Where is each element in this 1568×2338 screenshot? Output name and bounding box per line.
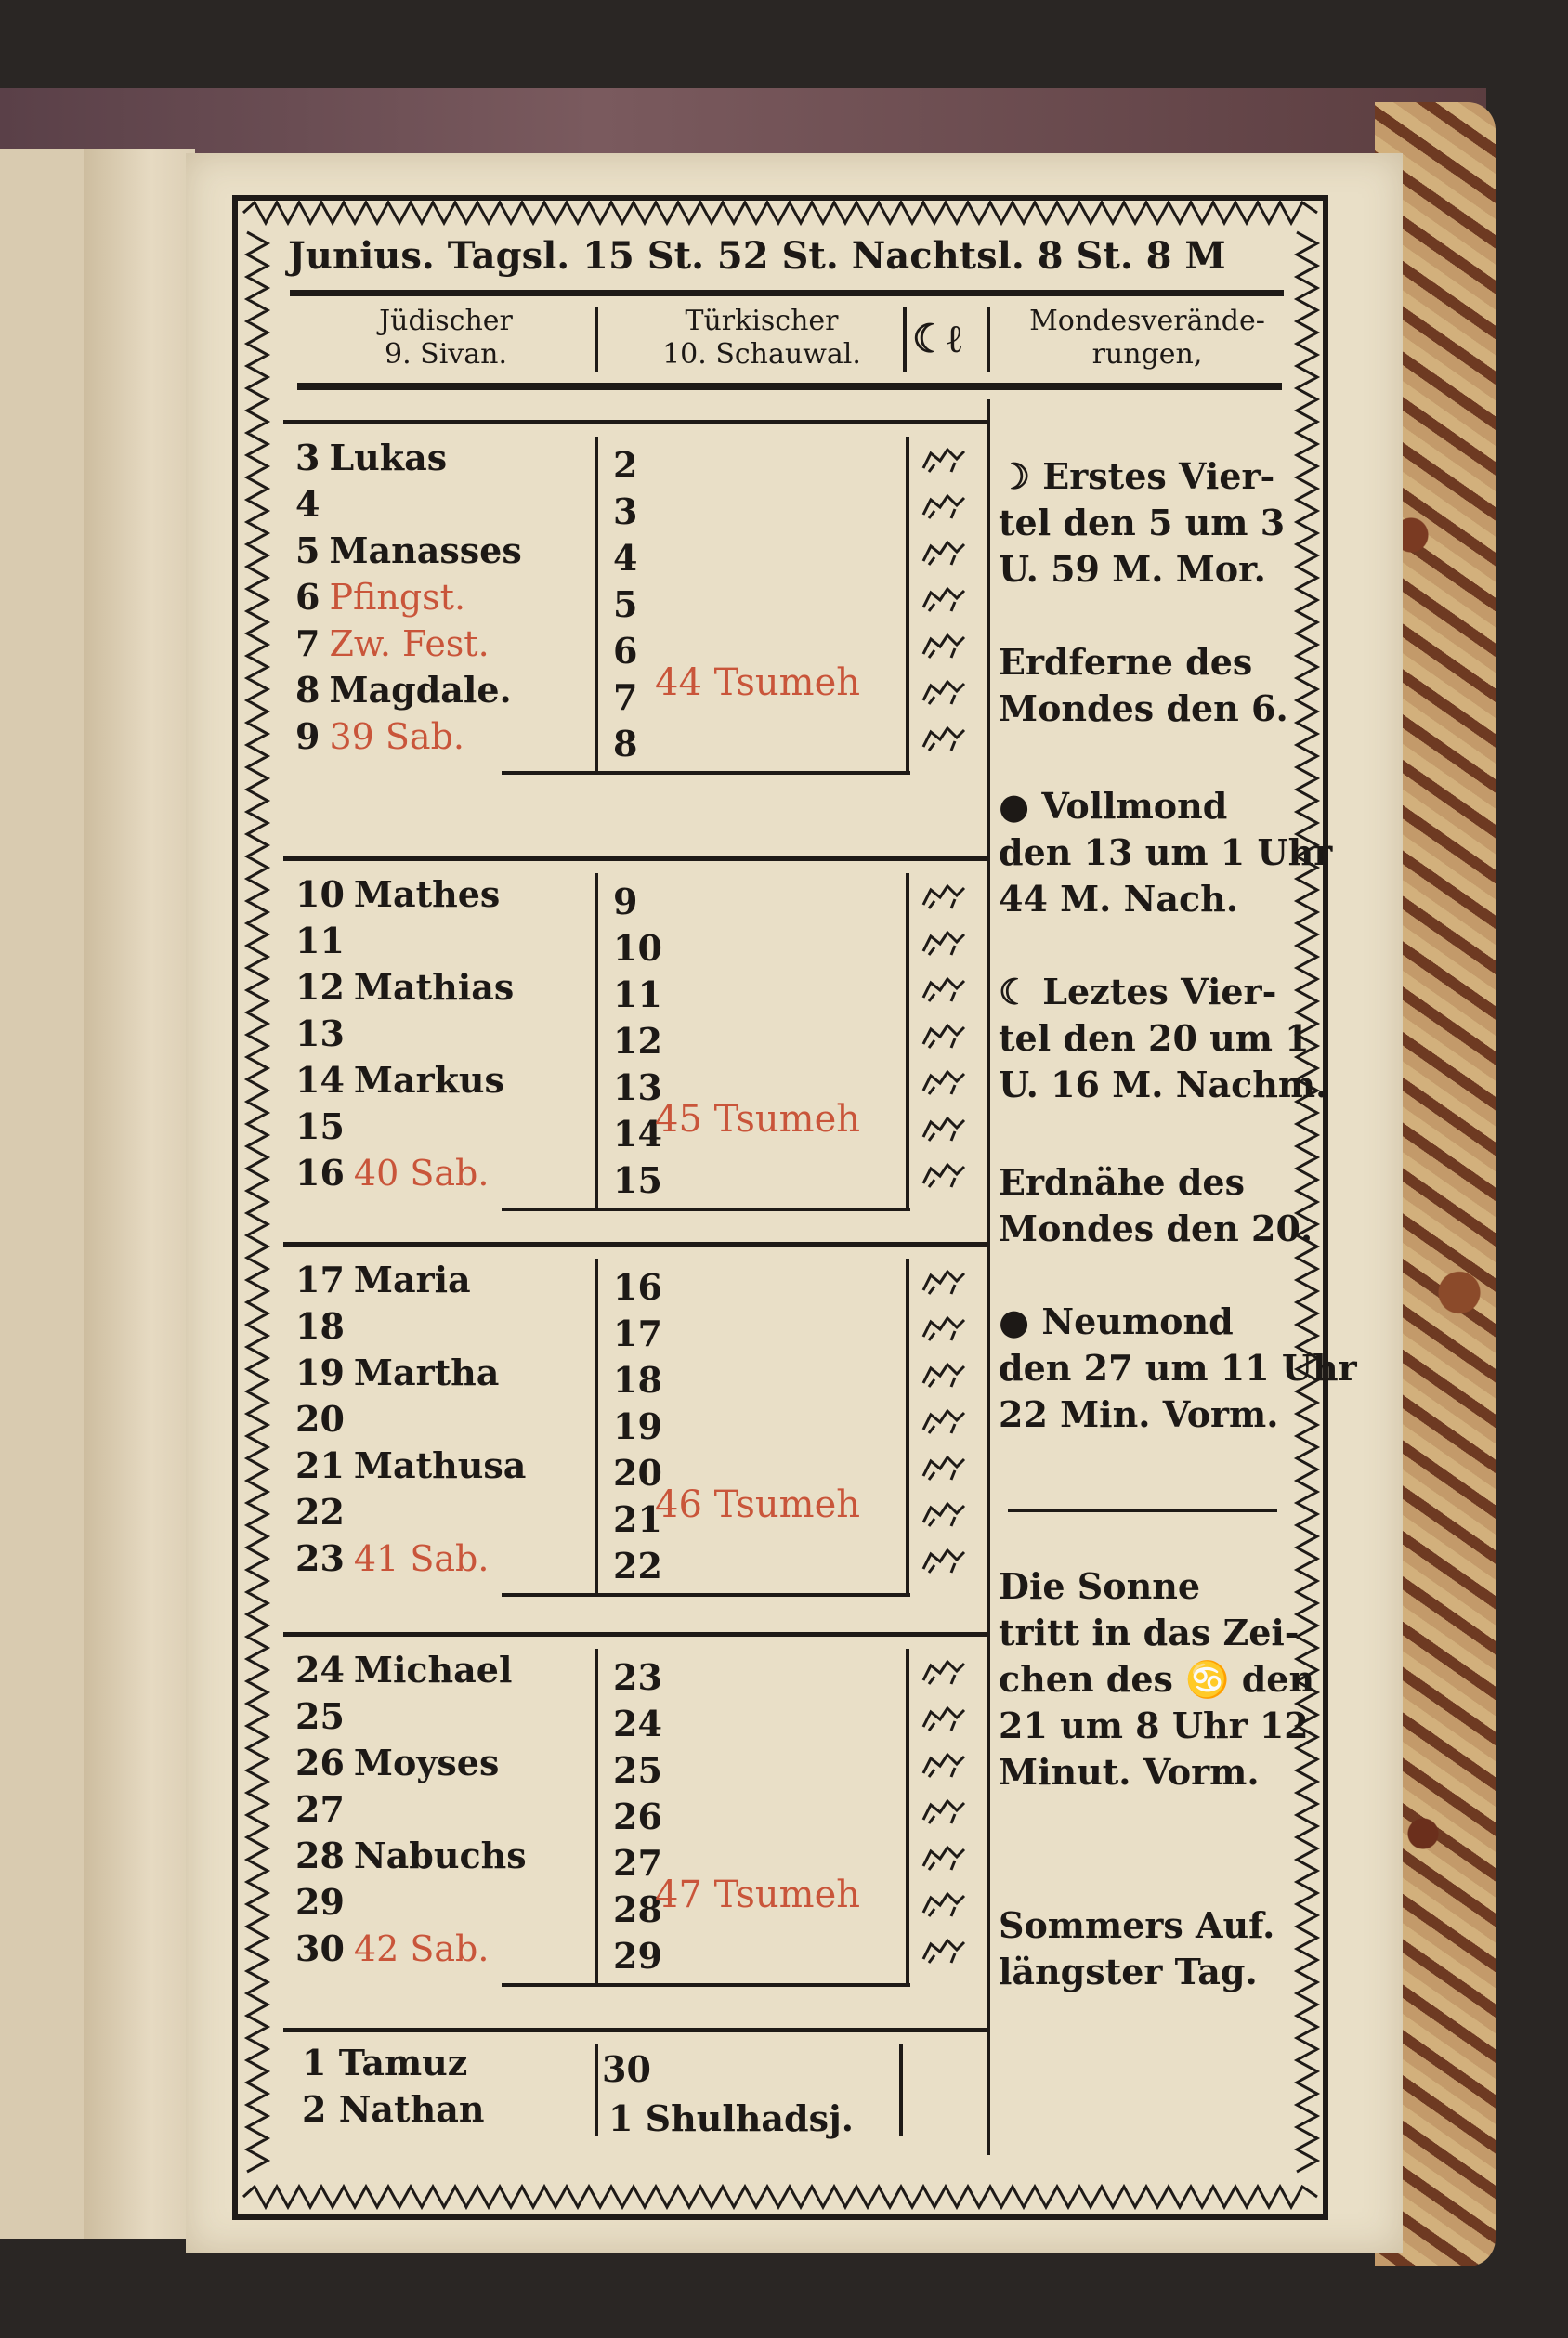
day-row bbox=[295, 873, 500, 915]
footer-day-2 bbox=[302, 2088, 484, 2130]
saint-name: Maria bbox=[353, 1259, 471, 1300]
moon-note-line: Mondes den 6. bbox=[999, 687, 1288, 729]
turkish-day: 23 bbox=[613, 1656, 662, 1698]
day-row bbox=[295, 1881, 354, 1923]
day-row bbox=[295, 1742, 499, 1783]
day-row bbox=[295, 1537, 489, 1579]
notes-separator bbox=[1008, 1509, 1277, 1512]
day-row bbox=[295, 483, 329, 525]
moon-note-line: ☾ Leztes Vier- bbox=[999, 971, 1277, 1012]
header-divider bbox=[595, 307, 598, 372]
turkish-day: 10 bbox=[613, 927, 662, 969]
day-number: 19 bbox=[295, 1352, 345, 1393]
week-bottom-rule bbox=[502, 771, 910, 775]
footer-divider bbox=[595, 2044, 598, 2136]
day-number: 14 bbox=[295, 1059, 345, 1101]
day-row bbox=[295, 920, 354, 961]
saint-name: Mathias bbox=[353, 966, 515, 1008]
jewish-col-header bbox=[307, 305, 585, 372]
moon-note-line: Minut. Vorm. bbox=[999, 1751, 1260, 1793]
zodiac-symbol-icon bbox=[920, 1935, 968, 1966]
turkish-day: 8 bbox=[613, 723, 638, 764]
day-number: 30 bbox=[295, 1927, 345, 1969]
header-rule-bottom bbox=[297, 383, 1282, 390]
day-row bbox=[295, 1012, 354, 1054]
feast-label: 41 Sab. bbox=[353, 1538, 490, 1579]
day-row bbox=[295, 1649, 512, 1691]
saint-name: Mathes bbox=[353, 873, 501, 915]
zodiac-symbol-icon bbox=[920, 973, 968, 1005]
turkish-day: 26 bbox=[613, 1796, 662, 1837]
moon-note-line: Die Sonne bbox=[999, 1565, 1201, 1607]
day-number: 29 bbox=[295, 1881, 345, 1923]
turkish-col-label: Türkischer bbox=[685, 305, 839, 337]
moon-note-line: Sommers Auf. bbox=[999, 1904, 1275, 1946]
day-number: 21 bbox=[295, 1444, 345, 1486]
turkish-day: 7 bbox=[613, 676, 638, 718]
week-divider bbox=[906, 873, 909, 1208]
week-rule bbox=[283, 1632, 989, 1637]
moon-note-line: tel den 20 um 1 bbox=[999, 1017, 1310, 1059]
zodiac-symbol-icon bbox=[920, 1159, 968, 1191]
saint-name: Mathusa bbox=[353, 1444, 527, 1486]
zodiac-symbol-icon bbox=[920, 881, 968, 912]
saint-name: Magdale. bbox=[329, 669, 512, 711]
week-bottom-rule bbox=[502, 1208, 910, 1211]
turkish-month-label: 10. Schauwal. bbox=[662, 338, 861, 371]
book-gutter bbox=[84, 149, 195, 2239]
zodiac-symbol-icon bbox=[920, 1452, 968, 1483]
day-row bbox=[295, 669, 512, 711]
turkish-day: 2 bbox=[613, 444, 638, 486]
bottom-ornament bbox=[243, 2183, 1317, 2211]
zodiac-symbol-icon bbox=[920, 1545, 968, 1576]
turkish-day: 9 bbox=[613, 881, 638, 922]
day-row bbox=[295, 1927, 489, 1969]
week-divider bbox=[595, 873, 598, 1208]
week-rule bbox=[283, 1242, 989, 1247]
zodiac-symbol-icon bbox=[920, 1266, 968, 1298]
zodiac-symbol-icon bbox=[920, 537, 968, 568]
footer-day-number: 2 bbox=[302, 2088, 327, 2130]
turkish-day: 5 bbox=[613, 583, 638, 625]
turkish-day: 28 bbox=[613, 1888, 662, 1930]
feast-label: 40 Sab. bbox=[353, 1153, 490, 1194]
week-rule bbox=[283, 856, 989, 861]
turkish-day: 27 bbox=[613, 1842, 662, 1884]
jewish-col-label: Jüdischer bbox=[379, 305, 513, 337]
zodiac-symbol-icon bbox=[920, 1749, 968, 1781]
day-number: 22 bbox=[295, 1491, 345, 1533]
tsumeh-label: 46 Tsumeh bbox=[655, 1483, 861, 1526]
turkish-day: 29 bbox=[613, 1935, 662, 1977]
moon-note-line: den 13 um 1 Uhr bbox=[999, 831, 1333, 873]
saint-name: Lukas bbox=[329, 437, 448, 478]
zodiac-symbol-icon bbox=[920, 1313, 968, 1344]
moon-note-line: chen des ♋ den bbox=[999, 1658, 1315, 1700]
turkish-day: 21 bbox=[613, 1498, 662, 1540]
zodiac-symbol-icon bbox=[920, 1405, 968, 1437]
week-bottom-rule bbox=[502, 1983, 910, 1987]
zodiac-symbol-icon bbox=[920, 1113, 968, 1144]
day-row bbox=[295, 1352, 499, 1393]
turkish-day: 24 bbox=[613, 1703, 662, 1744]
week-divider bbox=[595, 1649, 598, 1983]
day-number: 13 bbox=[295, 1012, 345, 1054]
footer-turkish-1: 30 bbox=[602, 2048, 651, 2090]
footer-turkish-2: 1 Shulhadsj. bbox=[608, 2097, 854, 2139]
week-rule bbox=[283, 420, 989, 424]
changes-col-label-1: Mondesverände- bbox=[1029, 305, 1265, 337]
tsumeh-label: 44 Tsumeh bbox=[655, 661, 861, 704]
moon-note-line: tel den 5 um 3 bbox=[999, 502, 1286, 543]
week-bottom-rule bbox=[502, 1593, 910, 1597]
zodiac-symbol-icon bbox=[920, 927, 968, 959]
header-rule bbox=[290, 290, 1284, 296]
footer-day-name: Tamuz bbox=[338, 2042, 468, 2083]
footer-day-name: Nathan bbox=[338, 2088, 485, 2130]
day-number: 5 bbox=[295, 529, 320, 571]
zodiac-symbol-icon bbox=[920, 1498, 968, 1530]
turkish-day: 12 bbox=[613, 1020, 662, 1062]
day-number: 15 bbox=[295, 1105, 345, 1147]
turkish-day: 17 bbox=[613, 1313, 662, 1354]
tsumeh-label: 45 Tsumeh bbox=[655, 1098, 861, 1141]
day-number: 28 bbox=[295, 1835, 345, 1876]
day-number: 20 bbox=[295, 1398, 345, 1440]
saint-name: Moyses bbox=[353, 1742, 500, 1783]
moon-note-line: ● Neumond bbox=[999, 1300, 1234, 1342]
week-divider bbox=[595, 437, 598, 771]
saint-name: Markus bbox=[353, 1059, 504, 1101]
turkish-day: 3 bbox=[613, 490, 638, 532]
day-row bbox=[295, 1152, 489, 1194]
zodiac-symbol-icon bbox=[920, 630, 968, 661]
day-number: 16 bbox=[295, 1152, 345, 1194]
turkish-col-header bbox=[613, 305, 910, 372]
feast-label: Zw. Fest. bbox=[329, 623, 490, 664]
zodiac-symbol-icon bbox=[920, 723, 968, 754]
footer-rule bbox=[283, 2028, 989, 2032]
moon-note-line: Erdnähe des bbox=[999, 1161, 1245, 1203]
turkish-day: 22 bbox=[613, 1545, 662, 1587]
day-row bbox=[295, 622, 490, 664]
notes-divider bbox=[987, 399, 990, 2155]
header-divider bbox=[987, 307, 990, 372]
zodiac-symbol-icon bbox=[920, 583, 968, 615]
feast-label: 42 Sab. bbox=[353, 1928, 490, 1969]
day-row bbox=[295, 1259, 471, 1300]
turkish-day: 11 bbox=[613, 973, 662, 1015]
saint-name: Michael bbox=[353, 1649, 513, 1691]
moon-note-line: den 27 um 11 Uhr bbox=[999, 1347, 1357, 1389]
day-row bbox=[295, 576, 465, 618]
right-ornament bbox=[1293, 232, 1321, 2174]
moon-note-line: 44 M. Nach. bbox=[999, 878, 1238, 920]
day-row bbox=[295, 1059, 504, 1101]
saint-name: Nabuchs bbox=[353, 1835, 527, 1876]
footer-divider bbox=[899, 2044, 903, 2136]
book-top-edge bbox=[0, 88, 1486, 163]
moon-note-line: längster Tag. bbox=[999, 1951, 1258, 1992]
zodiac-symbol-icon bbox=[920, 1888, 968, 1920]
feast-label: Pfingst. bbox=[329, 577, 466, 618]
day-row bbox=[295, 715, 464, 757]
turkish-day: 18 bbox=[613, 1359, 662, 1401]
day-row bbox=[295, 437, 447, 478]
turkish-day: 20 bbox=[613, 1452, 662, 1494]
page-title: Junius. Tagsl. 15 St. 52 St. Nachtsl. 8 St. 8 M bbox=[288, 234, 1226, 278]
zodiac-symbol-icon bbox=[920, 1796, 968, 1827]
moon-note-line: tritt in das Zei- bbox=[999, 1612, 1300, 1653]
turkish-day: 14 bbox=[613, 1113, 662, 1155]
header-divider bbox=[903, 307, 907, 372]
week-divider bbox=[906, 437, 909, 771]
saint-name: Martha bbox=[353, 1352, 500, 1393]
moon-note-line: Erdferne des bbox=[999, 641, 1253, 683]
turkish-day: 25 bbox=[613, 1749, 662, 1791]
moon-note-line: 22 Min. Vorm. bbox=[999, 1393, 1279, 1435]
turkish-day: 4 bbox=[613, 537, 638, 579]
day-number: 11 bbox=[295, 920, 345, 961]
zodiac-symbol-icon bbox=[920, 676, 968, 708]
feast-label: 39 Sab. bbox=[329, 716, 464, 757]
day-number: 26 bbox=[295, 1742, 345, 1783]
zodiac-symbol-icon bbox=[920, 1066, 968, 1098]
day-number: 18 bbox=[295, 1305, 345, 1347]
day-row bbox=[295, 1444, 526, 1486]
zodiac-symbol-icon bbox=[920, 1020, 968, 1051]
jewish-month-label: 9. Sivan. bbox=[385, 338, 507, 371]
day-row bbox=[295, 966, 514, 1008]
day-row bbox=[295, 1398, 354, 1440]
zodiac-symbol-icon bbox=[920, 1359, 968, 1391]
moon-note-line: 21 um 8 Uhr 12 bbox=[999, 1705, 1309, 1746]
day-row bbox=[295, 1788, 354, 1830]
changes-col-label-2: rungen, bbox=[1091, 338, 1203, 371]
changes-col-header bbox=[999, 305, 1296, 372]
zodiac-symbol-icon bbox=[920, 1656, 968, 1688]
week-divider bbox=[906, 1259, 909, 1593]
day-row bbox=[295, 529, 522, 571]
moon-note-line: ● Vollmond bbox=[999, 785, 1228, 827]
day-number: 12 bbox=[295, 966, 345, 1008]
left-page bbox=[0, 149, 93, 2239]
zodiac-symbol-icon bbox=[920, 1842, 968, 1874]
saint-name: Manasses bbox=[329, 529, 522, 571]
day-number: 3 bbox=[295, 437, 320, 478]
day-number: 6 bbox=[295, 576, 320, 618]
day-row bbox=[295, 1695, 354, 1737]
tsumeh-label: 47 Tsumeh bbox=[655, 1874, 861, 1916]
moon-note-line: ☽ Erstes Vier- bbox=[999, 455, 1275, 497]
turkish-day: 16 bbox=[613, 1266, 662, 1308]
day-row bbox=[295, 1105, 354, 1147]
zodiac-symbol-icon bbox=[920, 490, 968, 522]
day-row bbox=[295, 1305, 354, 1347]
turkish-day: 13 bbox=[613, 1066, 662, 1108]
moon-note-line: U. 59 M. Mor. bbox=[999, 548, 1266, 590]
day-number: 25 bbox=[295, 1695, 345, 1737]
day-number: 27 bbox=[295, 1788, 345, 1830]
turkish-day: 15 bbox=[613, 1159, 662, 1201]
zodiac-symbol-icon bbox=[920, 1703, 968, 1734]
day-number: 24 bbox=[295, 1649, 345, 1691]
moon-note-line: U. 16 M. Nachm. bbox=[999, 1064, 1328, 1105]
day-number: 4 bbox=[295, 483, 320, 525]
moon-note-line: Mondes den 20. bbox=[999, 1208, 1313, 1249]
day-row bbox=[295, 1835, 527, 1876]
left-ornament bbox=[243, 232, 271, 2174]
moon-col-header: ☾ℓ bbox=[912, 316, 962, 361]
week-divider bbox=[595, 1259, 598, 1593]
top-ornament bbox=[243, 199, 1317, 227]
day-number: 17 bbox=[295, 1259, 345, 1300]
day-row bbox=[295, 1491, 354, 1533]
turkish-day: 6 bbox=[613, 630, 638, 672]
zodiac-symbol-icon bbox=[920, 444, 968, 476]
day-number: 8 bbox=[295, 669, 320, 711]
footer-day-1 bbox=[302, 2042, 467, 2083]
week-divider bbox=[906, 1649, 909, 1983]
day-number: 7 bbox=[295, 622, 320, 664]
day-number: 23 bbox=[295, 1537, 345, 1579]
day-number: 10 bbox=[295, 873, 345, 915]
footer-day-number: 1 bbox=[302, 2042, 327, 2083]
day-number: 9 bbox=[295, 715, 320, 757]
turkish-day: 19 bbox=[613, 1405, 662, 1447]
